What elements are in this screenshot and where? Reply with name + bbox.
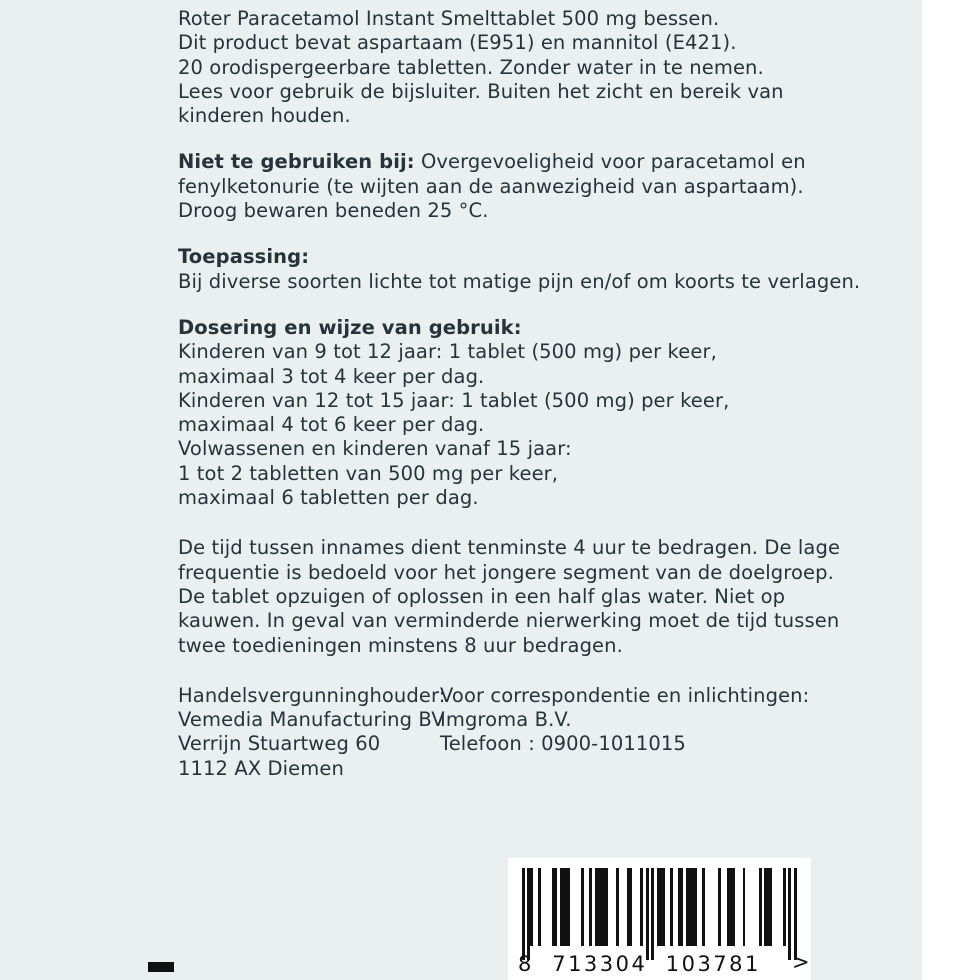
barcode-space bbox=[541, 868, 549, 946]
barcode-space bbox=[570, 868, 581, 946]
spacer bbox=[178, 128, 878, 150]
notes-block bbox=[178, 536, 878, 657]
barcode-space bbox=[772, 868, 783, 946]
footer-right-column bbox=[440, 684, 860, 781]
spacer bbox=[178, 294, 878, 316]
footer-left-line: Handelsvergunninghouder: bbox=[178, 683, 446, 707]
contraindications-first-line bbox=[178, 150, 878, 174]
barcode-bars bbox=[522, 868, 797, 946]
dosage-line: maximaal 6 tabletten per dag. bbox=[178, 486, 479, 510]
notes-line: twee toedieningen minstens 8 uur bedragen. bbox=[178, 633, 623, 657]
contraindications-first-line-rest: Overgevoeligheid voor paracetamol en bbox=[414, 150, 806, 174]
barcode-space bbox=[705, 868, 713, 946]
intro-line: Lees voor gebruik de bijsluiter. Buiten het zicht en bereik van bbox=[178, 79, 784, 103]
notes-line: frequentie is bedoeld voor het jongere segment van de doelgroep. bbox=[178, 560, 834, 584]
intro-line: Roter Paracetamol Instant Smelttablet 500 mg bessen. bbox=[178, 7, 720, 30]
notes-line: kauwen. In geval van verminderde nierwerking moet de tijd tussen bbox=[178, 609, 840, 633]
barcode bbox=[508, 858, 811, 980]
contraindications-line: fenylketonurie (te wijten aan de aanwezigheid van aspartaam). bbox=[178, 174, 804, 198]
dosage-line: Kinderen van 9 tot 12 jaar: 1 tablet (500 mg) per keer, bbox=[178, 340, 717, 364]
notes-line: De tablet opzuigen of oplossen in een half glas water. Niet op bbox=[178, 584, 786, 608]
contraindications-block bbox=[178, 150, 878, 223]
barcode-bar bbox=[657, 868, 665, 946]
intro-line: 20 orodispergeerbare tabletten. Zonder water in te nemen. bbox=[178, 55, 764, 79]
barcode-space bbox=[751, 868, 759, 946]
dosage-line: Volwassenen en kinderen vanaf 15 jaar: bbox=[178, 437, 572, 461]
package-text-content bbox=[178, 0, 878, 781]
footer-left-column bbox=[178, 683, 446, 781]
footer-right-line: Voor correspondentie en inlichtingen: bbox=[440, 683, 810, 707]
black-tab-mark bbox=[148, 962, 174, 972]
barcode-bar bbox=[595, 868, 606, 946]
contraindications-line: Droog bewaren beneden 25 °C. bbox=[178, 199, 489, 223]
barcode-bar bbox=[794, 868, 797, 960]
footer-left-line: Verrijn Stuartweg 60 bbox=[178, 732, 381, 756]
application-heading: Toepassing: bbox=[178, 245, 310, 269]
dosage-line: maximaal 4 tot 6 keer per dag. bbox=[178, 413, 485, 437]
intro-line: kinderen houden. bbox=[178, 104, 351, 128]
footer-right-line: Imgroma B.V. bbox=[440, 708, 572, 732]
barcode-space bbox=[735, 868, 743, 946]
barcode-digits: 8 713304 103781 bbox=[518, 952, 761, 976]
intro-line: Dit product bevat aspartaam (E951) en mannitol (E421). bbox=[178, 31, 737, 55]
dosage-line: 1 tot 2 tabletten van 500 mg per keer, bbox=[178, 461, 559, 485]
spacer bbox=[178, 510, 878, 536]
footer-block bbox=[178, 684, 878, 781]
spacer bbox=[178, 658, 878, 684]
notes-line: De tijd tussen innames dient tenminste 4 uur te bedragen. De lage bbox=[178, 536, 841, 560]
barcode-bar bbox=[686, 868, 694, 946]
right-white-margin bbox=[922, 0, 980, 980]
contraindications-heading: Niet te gebruiken bij: bbox=[178, 150, 415, 174]
spacer bbox=[178, 223, 878, 245]
dosage-line: maximaal 3 tot 4 keer per dag. bbox=[178, 364, 485, 388]
intro-block bbox=[178, 0, 878, 128]
dosage-heading: Dosering en wijze van gebruik: bbox=[178, 315, 522, 339]
dosage-line: Kinderen van 12 tot 15 jaar: 1 tablet (500 mg) per keer, bbox=[178, 388, 730, 412]
application-line: Bij diverse soorten lichte tot matige pijn en/of om koorts te verlagen. bbox=[178, 269, 861, 293]
application-block bbox=[178, 245, 878, 294]
barcode-space bbox=[632, 868, 640, 946]
footer-left-line: 1112 AX Diemen bbox=[178, 756, 344, 780]
footer-left-line: Vemedia Manufacturing BV bbox=[178, 708, 445, 732]
barcode-bar bbox=[560, 868, 568, 946]
dosage-block bbox=[178, 316, 878, 510]
footer-right-line: Telefoon : 0900-1011015 bbox=[440, 732, 686, 756]
barcode-arrow-marker: > bbox=[792, 950, 810, 974]
barcode-space bbox=[608, 868, 616, 946]
